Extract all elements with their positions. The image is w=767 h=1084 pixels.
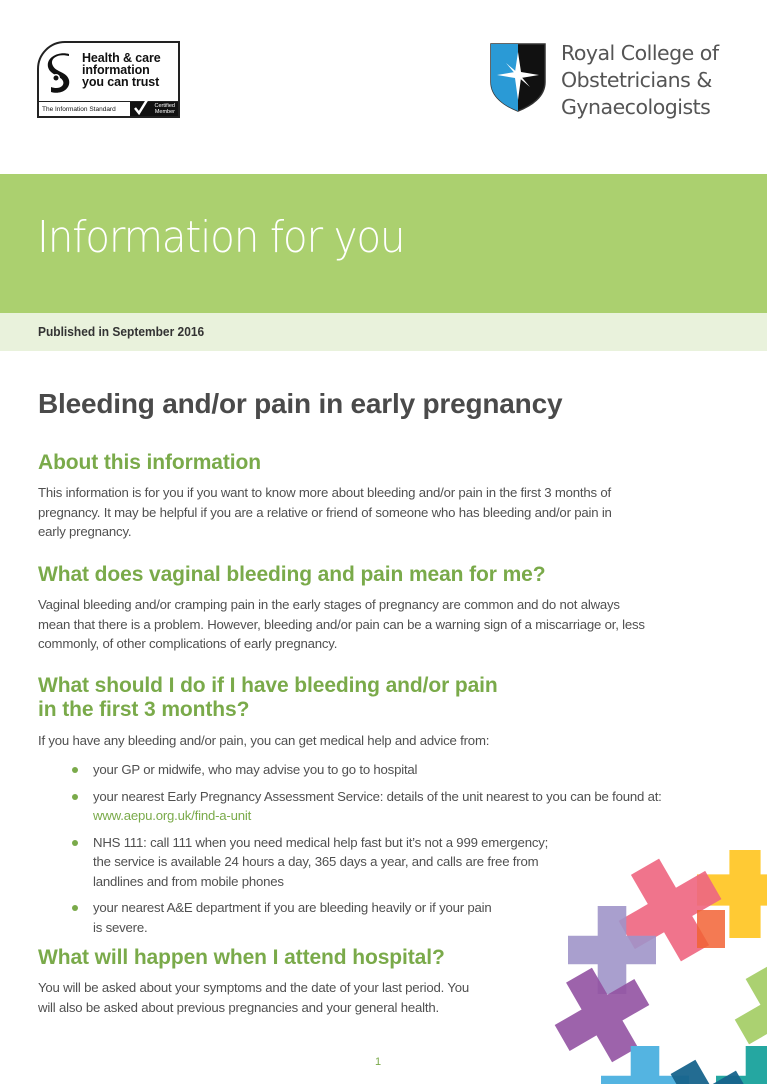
rcog-line-2: Obstetricians & <box>561 68 712 92</box>
text-line: Vaginal bleeding and/or cramping pain in the early stages of pregnancy are common and do not always <box>38 597 620 612</box>
text-line: is severe. <box>93 919 148 935</box>
bullet-icon <box>72 840 78 846</box>
section-body-about <box>38 483 612 542</box>
published-date: Published in September 2016 <box>38 324 205 339</box>
list-item <box>72 787 732 826</box>
aepu-link[interactable]: www.aepu.org.uk/find-a-unit <box>93 808 252 823</box>
its-line-3: you can trust <box>82 75 160 89</box>
text-line: will also be asked about previous pregnancies and your general health. <box>38 999 439 1015</box>
heading-line: in the first 3 months? <box>38 698 250 721</box>
page-number: 1 <box>375 1056 382 1068</box>
banner-title: Information for you <box>37 212 405 263</box>
its-line-1: Health & care <box>82 51 161 65</box>
decorative-crosses-icon <box>540 850 767 1084</box>
text-line: commonly, of other complications of early pregnancy. <box>38 636 338 651</box>
section-body-hospital <box>38 978 469 1017</box>
rcog-line-1: Royal College of <box>561 41 719 65</box>
information-standard-logo <box>37 41 180 118</box>
bullet-icon <box>72 794 78 800</box>
text-line: This information is for you if you want to know more about bleeding and/or pain in the first 3 months of <box>38 485 611 500</box>
published-bar <box>0 313 767 351</box>
information-standard-label: The Information Standard <box>42 105 116 113</box>
checkmark-icon <box>134 99 148 115</box>
information-standard-s-icon <box>47 53 75 97</box>
text-line: your GP or midwife, who may advise you to go to hospital <box>93 762 418 777</box>
text-line: your nearest Early Pregnancy Assessment Service: details of the unit nearest to you can be found at: <box>93 788 662 804</box>
information-standard-text <box>82 52 161 88</box>
certified-member-badge <box>130 102 178 116</box>
text-line: If you have any bleeding and/or pain, you can get medical help and advice from: <box>38 733 490 748</box>
text-line: early pregnancy. <box>38 524 132 539</box>
certified-label: Certified <box>154 103 175 109</box>
rcog-name <box>561 40 719 121</box>
member-label: Member <box>154 109 175 115</box>
text-line: mean that there is a problem. However, bleeding and/or pain can be a warning sign of a miscarriage or, less <box>38 616 645 632</box>
text-line: NHS 111: call 111 when you need medical help fast but it’s not a 999 emergency; <box>93 834 549 850</box>
document-title: Bleeding and/or pain in early pregnancy <box>38 388 563 419</box>
rcog-shield-icon <box>489 42 547 112</box>
rcog-line-3: Gynaecologists <box>561 95 711 119</box>
green-banner <box>0 174 767 313</box>
section-heading-what-to-do <box>38 674 498 722</box>
text-line: landlines and from mobile phones <box>93 873 284 889</box>
section-body-meaning <box>38 595 645 654</box>
section-heading-hospital: What will happen when I attend hospital? <box>38 946 445 969</box>
rcog-logo <box>489 40 739 120</box>
section-heading-about: About this information <box>38 451 261 474</box>
bullet-icon <box>72 905 78 911</box>
section-heading-meaning: What does vaginal bleeding and pain mean for me? <box>38 563 546 586</box>
information-standard-footer <box>39 101 178 116</box>
text-line: your nearest A&E department if you are bleeding heavily or if your pain <box>93 900 492 915</box>
heading-line: What should I do if I have bleeding and/or pain <box>38 674 498 697</box>
text-line: You will be asked about your symptoms and the date of your last period. You <box>38 980 469 995</box>
bullet-icon <box>72 767 78 773</box>
section-intro-what-to-do <box>38 731 489 751</box>
text-line: pregnancy. It may be helpful if you are a relative or friend of someone who has bleeding and/or pain in <box>38 504 612 520</box>
text-line: the service is available 24 hours a day, 365 days a year, and calls are free from <box>93 854 539 869</box>
its-line-2: information <box>82 63 150 77</box>
list-item <box>72 760 732 780</box>
